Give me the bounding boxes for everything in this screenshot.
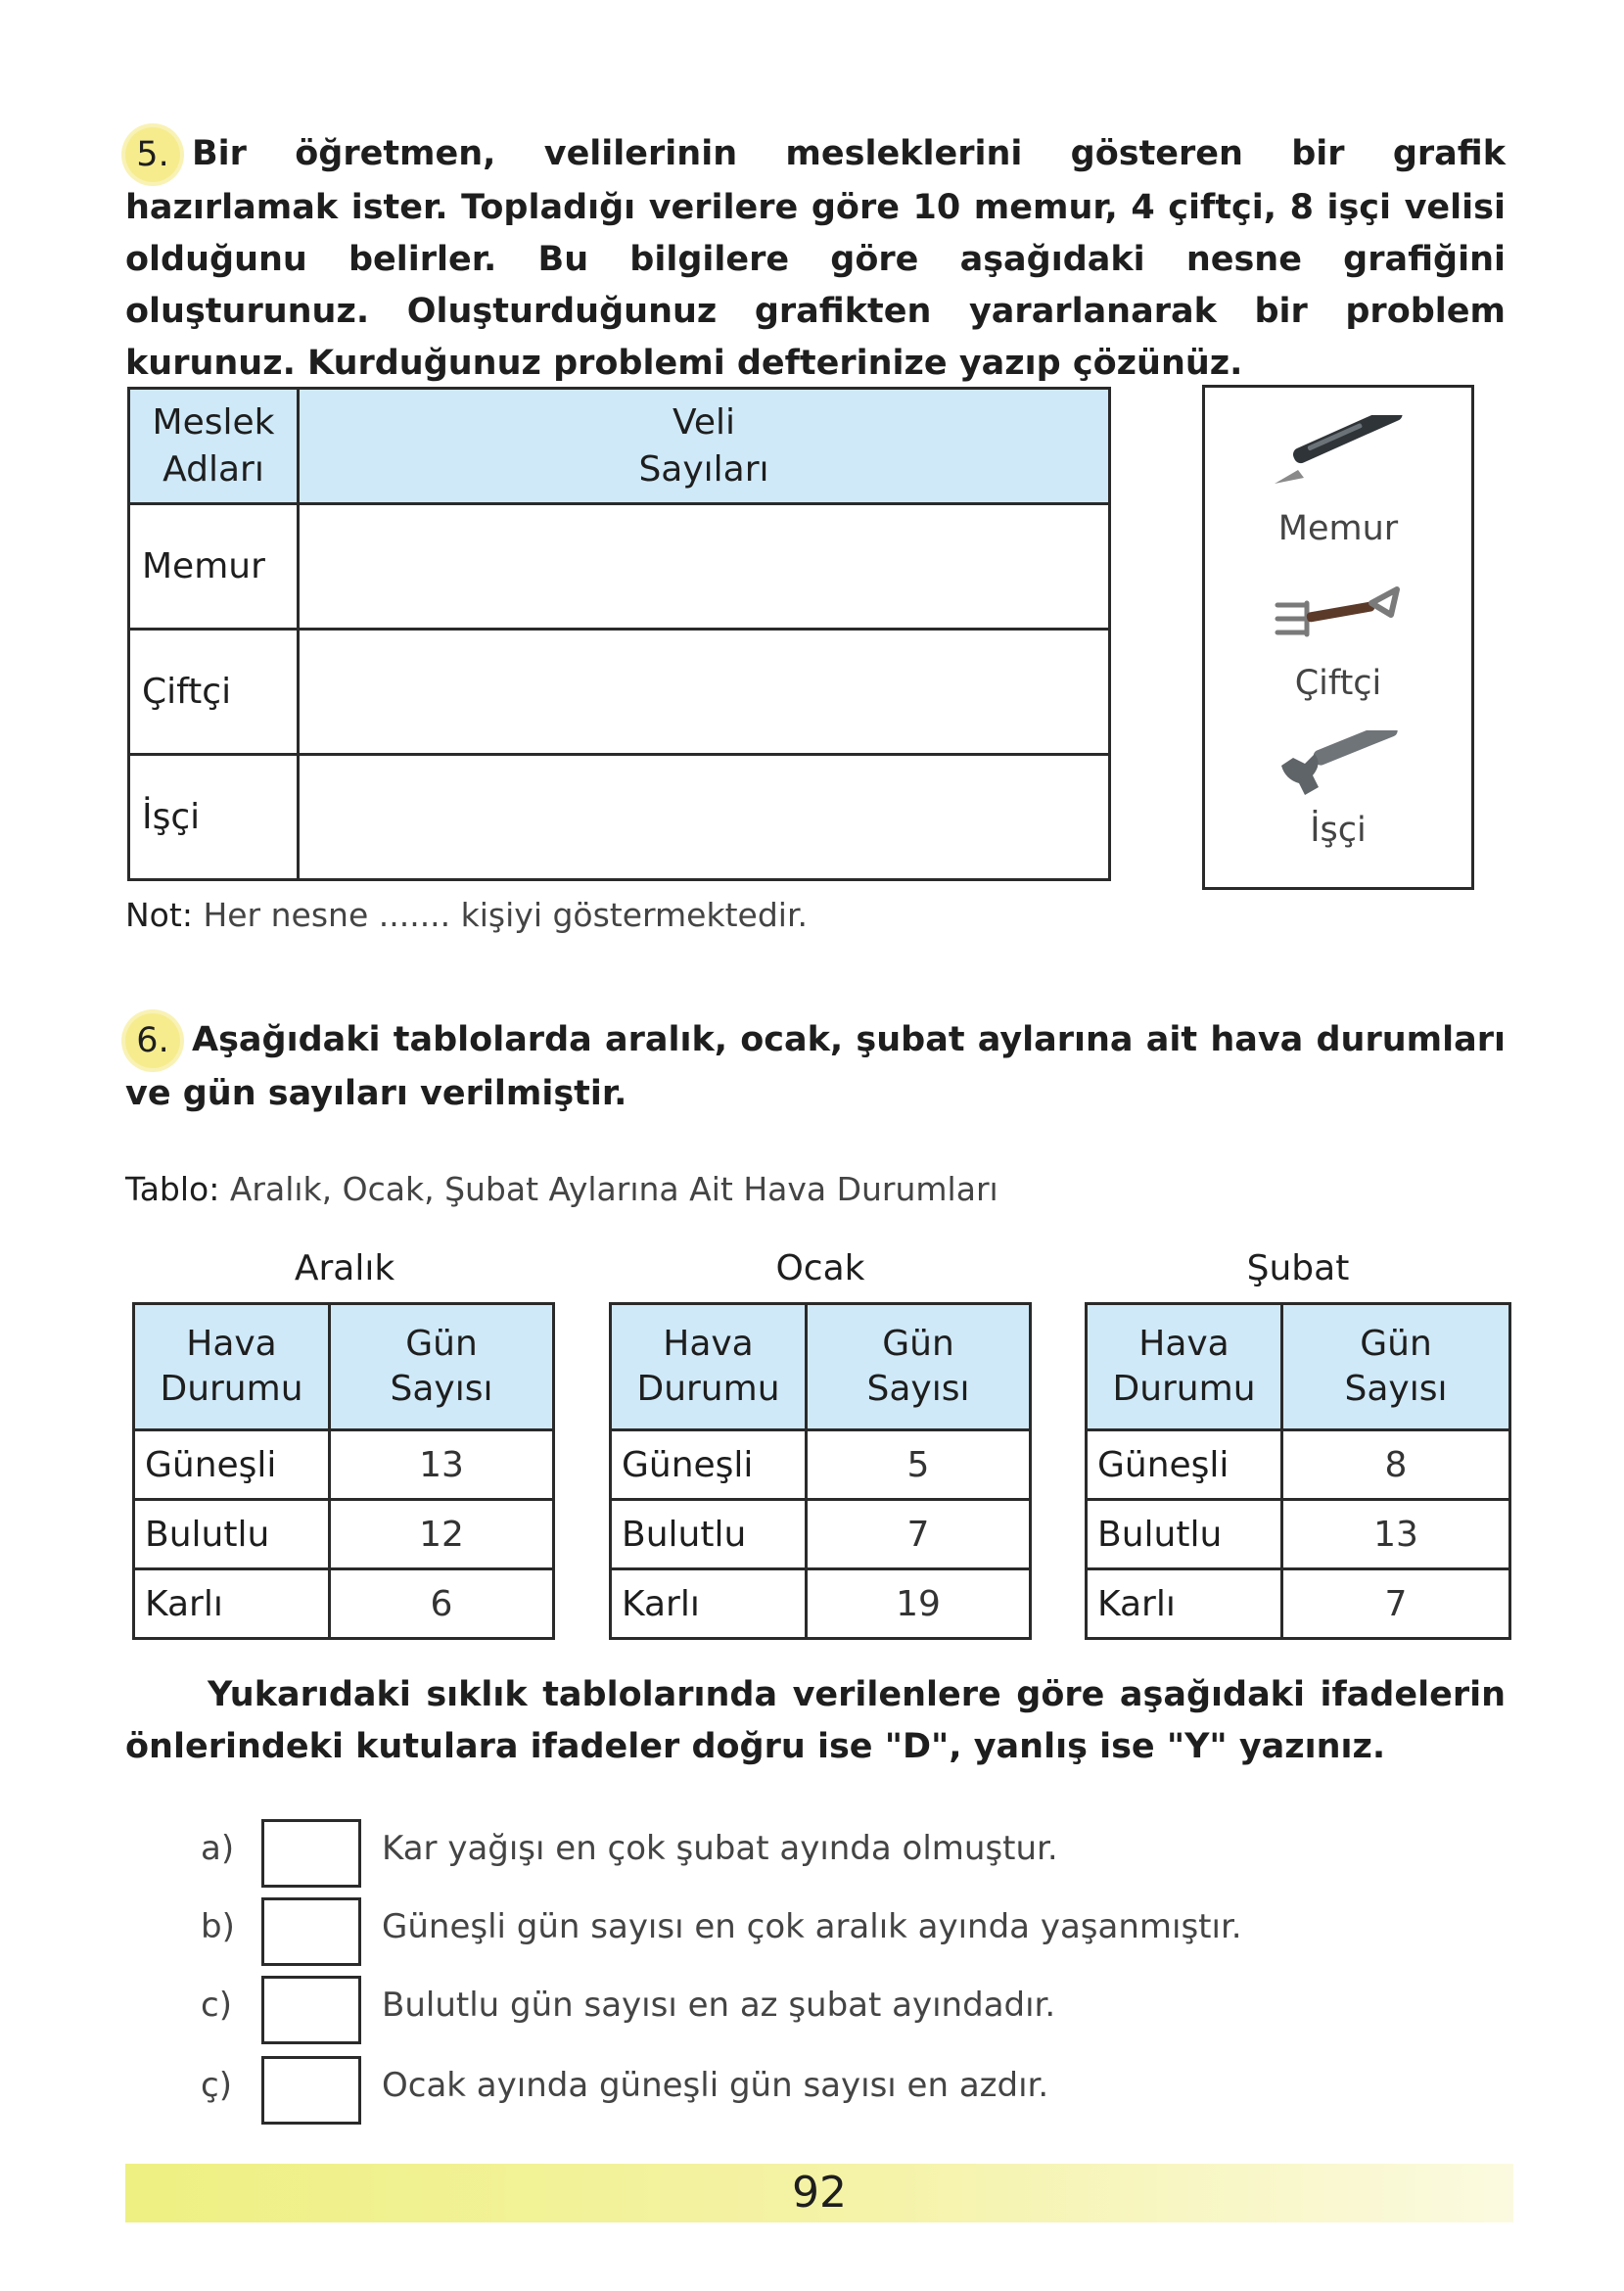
days-cell: 7	[807, 1500, 1031, 1569]
legend-label: Memur	[1277, 509, 1399, 548]
weather-table-subat	[1085, 1302, 1511, 1640]
weather-table-ocak	[609, 1302, 1032, 1640]
question-number-badge: 6.	[125, 1013, 180, 1068]
weather-cell: Bulutlu	[134, 1500, 330, 1569]
instruction: Yukarıdaki sıklık tablolarında verilenlere göre aşağıdaki ifadelerin önlerindeki kutulara ifadeler doğru ise "D", yanlış ise "Y" yazınız.	[125, 1675, 1506, 1766]
note	[125, 896, 808, 934]
page-number: 92	[792, 2168, 847, 2218]
weather-header: Hava Durumu	[1087, 1304, 1282, 1430]
wrench-icon	[1276, 730, 1403, 809]
days-cell: 5	[807, 1430, 1031, 1500]
days-cell: 13	[330, 1430, 554, 1500]
weather-cell: Güneşli	[611, 1430, 807, 1500]
days-cell: 8	[1282, 1430, 1510, 1500]
month-title: Ocak	[775, 1248, 865, 1288]
table-caption	[125, 1170, 998, 1208]
question-5-text: Bir öğretmen, velilerinin mesleklerini gösteren bir grafik hazırlamak ister. Topladığı verilere göre 10 memur, 4 çiftçi, 8 işçi velisi olduğunu belirler. Bu bilgilere göre aşağıdaki nesne grafiğini oluşturunuz. Oluşturduğunuz grafikten yararlanarak bir problem kurunuz. Kurduğunuz problemi defterinize yazıp çözünüz.	[125, 134, 1506, 383]
item-text: Bulutlu gün sayısı en az şubat ayındadır.	[382, 1986, 1056, 2025]
job-row-value-cell[interactable]	[299, 755, 1110, 880]
weather-table-aralik	[132, 1302, 555, 1640]
question-5	[125, 127, 1506, 390]
item-text: Ocak ayında güneşli gün sayısı en azdır.	[382, 2066, 1049, 2105]
item-text: Kar yağışı en çok şubat ayında olmuştur.	[382, 1829, 1058, 1868]
item-text: Güneşli gün sayısı en çok aralık ayında yaşanmıştır.	[382, 1907, 1242, 1946]
job-row-label: İşçi	[129, 755, 299, 880]
pen-icon	[1269, 415, 1406, 493]
legend-label: Çiftçi	[1294, 664, 1382, 703]
question-6	[125, 1013, 1506, 1120]
weather-cell: Güneşli	[134, 1430, 330, 1500]
days-cell: 12	[330, 1500, 554, 1569]
weather-cell: Karlı	[611, 1569, 807, 1639]
item-label: b)	[201, 1907, 235, 1946]
weather-cell: Karlı	[1087, 1569, 1282, 1639]
weather-cell: Bulutlu	[611, 1500, 807, 1569]
days-cell: 13	[1282, 1500, 1510, 1569]
job-row-label: Memur	[129, 504, 299, 630]
job-row-value-cell[interactable]	[299, 630, 1110, 755]
days-header: Gün Sayısı	[1282, 1304, 1510, 1430]
answer-box[interactable]	[261, 1976, 361, 2044]
answer-box[interactable]	[261, 2056, 361, 2125]
pitchfork-icon	[1274, 584, 1401, 652]
item-label: c)	[201, 1986, 232, 2025]
days-header: Gün Sayısı	[330, 1304, 554, 1430]
item-label: ç)	[201, 2066, 232, 2105]
true-false-items	[201, 1819, 1473, 2172]
answer-box[interactable]	[261, 1897, 361, 1966]
legend-label: İşçi	[1310, 811, 1367, 850]
days-cell: 6	[330, 1569, 554, 1639]
days-cell: 7	[1282, 1569, 1510, 1639]
weather-header: Hava Durumu	[134, 1304, 330, 1430]
caption-label: Tablo:	[125, 1170, 220, 1208]
note-text: Her nesne ....... kişiyi göstermektedir.	[203, 896, 808, 934]
days-header: Gün Sayısı	[807, 1304, 1031, 1430]
month-title: Aralık	[294, 1248, 395, 1288]
job-row-label: Çiftçi	[129, 630, 299, 755]
note-label: Not:	[125, 896, 193, 934]
weather-cell: Bulutlu	[1087, 1500, 1282, 1569]
days-cell: 19	[807, 1569, 1031, 1639]
weather-cell: Karlı	[134, 1569, 330, 1639]
weather-cell: Güneşli	[1087, 1430, 1282, 1500]
caption-text: Aralık, Ocak, Şubat Aylarına Ait Hava Durumları	[229, 1170, 998, 1208]
month-title: Şubat	[1246, 1248, 1350, 1288]
question-number-badge: 5.	[125, 127, 180, 182]
item-label: a)	[201, 1829, 235, 1868]
job-table-header-2: Veli Sayıları	[299, 389, 1110, 504]
legend-box	[1202, 385, 1474, 890]
job-table-header-1: Meslek Adları	[129, 389, 299, 504]
footer-bar	[125, 2164, 1513, 2222]
job-table	[127, 387, 1111, 881]
question-6-text: Aşağıdaki tablolarda aralık, ocak, şubat aylarına ait hava durumları ve gün sayıları verilmiştir.	[125, 1020, 1506, 1113]
weather-header: Hava Durumu	[611, 1304, 807, 1430]
job-row-value-cell[interactable]	[299, 504, 1110, 630]
answer-box[interactable]	[261, 1819, 361, 1888]
